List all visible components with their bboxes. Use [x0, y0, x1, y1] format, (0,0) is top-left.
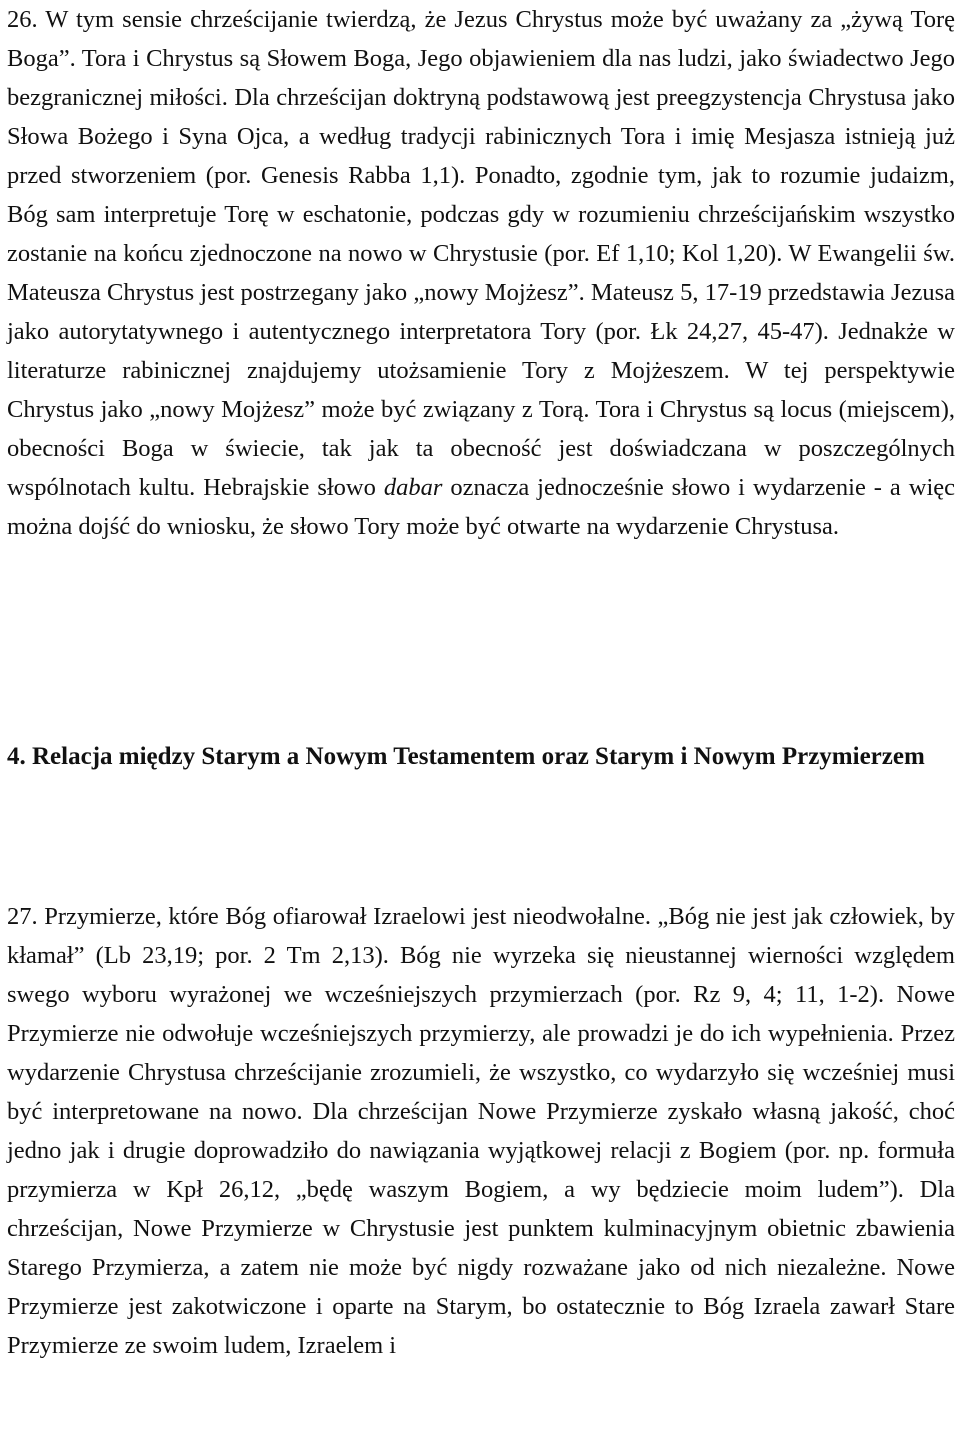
paragraph-26-text-part1: 26. W tym sensie chrześcijanie twierdzą, że Jezus Chrystus może być uważany za „żywą Torę Boga”. Tora i Chrystus są Słowem Boga, Jego objawieniem dla nas ludzi, jako świadectwo Jego bezgranicznej miłości. Dla chrześcijan doktryną podstawową jest preegzystencja Chrystusa jako Słowa Bożego i Syna Ojca, a według tradycji rabinicznych Tora i imię Mesjasza istnieją już przed stworzeniem (por. Genesis Rabba 1,1). Ponadto, zgodnie tym, jak to rozumie judaizm, Bóg sam interpretuje Torę w eschatonie, podczas gdy w rozumieniu chrześcijańskim wszystko zostanie na końcu zjednoczone na nowo w Chrystusie (por. Ef 1,10; Kol 1,20). W Ewangelii św. Mateusza Chrystus jest postrzegany jako „nowy Mojżesz”. Mateusz 5, 17-19 przedstawia Jezusa jako autorytatywnego i autentycznego interpretatora Tory (por. Łk 24,27, 45-47). Jednakże w literaturze rabinicznej znajdujemy utożsamienie Tory z Mojżeszem. W tej perspektywie Chrystus jako „nowy Mojżesz” może być związany z Torą. Tora i Chrystus są locus (miejscem), obecności Boga w świecie, tak jak ta obecność jest doświadczana w poszczególnych wspólnotach kultu. Hebrajskie słowo [7, 6, 955, 501]
paragraph-27: 27. Przymierze, które Bóg ofiarował Izraelowi jest nieodwołalne. „Bóg nie jest jak człowiek, by kłamał” (Lb 23,19; por. 2 Tm 2,13). Bóg nie wyrzeka się nieustannej wierności względem swego wyboru wyrażonej we wcześniejszych przymierzach (por. Rz 9, 4; 11, 1-2). Nowe Przymierze nie odwołuje wcześniejszych przymierzy, ale prowadzi je do ich wypełnienia. Przez wydarzenie Chrystusa chrześcijanie zrozumieli, że wszystko, co wydarzyło się wcześniej musi być interpretowane na nowo. Dla chrześcijan Nowe Przymierze zyskało własną jakość, choć jedno jak i drugie doprowadziło do nawiązania wyjątkowej relacji z Bogiem (por. np. formuła przymierza w Kpł 26,12, „będę waszym Bogiem, a wy będziecie moim ludem”). Dla chrześcijan, Nowe Przymierze w Chrystusie jest punktem kulminacyjnym obietnic zbawienia Starego Przymierza, a zatem nie może być nigdy rozważane jako od nich niezależne. Nowe Przymierze jest zakotwiczone i oparte na Starym, bo ostatecznie to Bóg Izraela zawarł Stare Przymierze ze swoim ludem, Izraelem i [7, 903, 955, 1359]
italic-word-dabar: dabar [383, 474, 443, 501]
section-heading: 4. Relacja między Starym a Nowym Testamentem oraz Starym i Nowym Przymierzem [7, 743, 925, 770]
paragraph-26 [7, 0, 955, 546]
paragraph-26-text-part2: oznacza jednocześnie słowo i wydarzenie - a więc można dojść do wniosku, że słowo Tory może być otwarte na wydarzenie Chrystusa. [7, 474, 955, 540]
